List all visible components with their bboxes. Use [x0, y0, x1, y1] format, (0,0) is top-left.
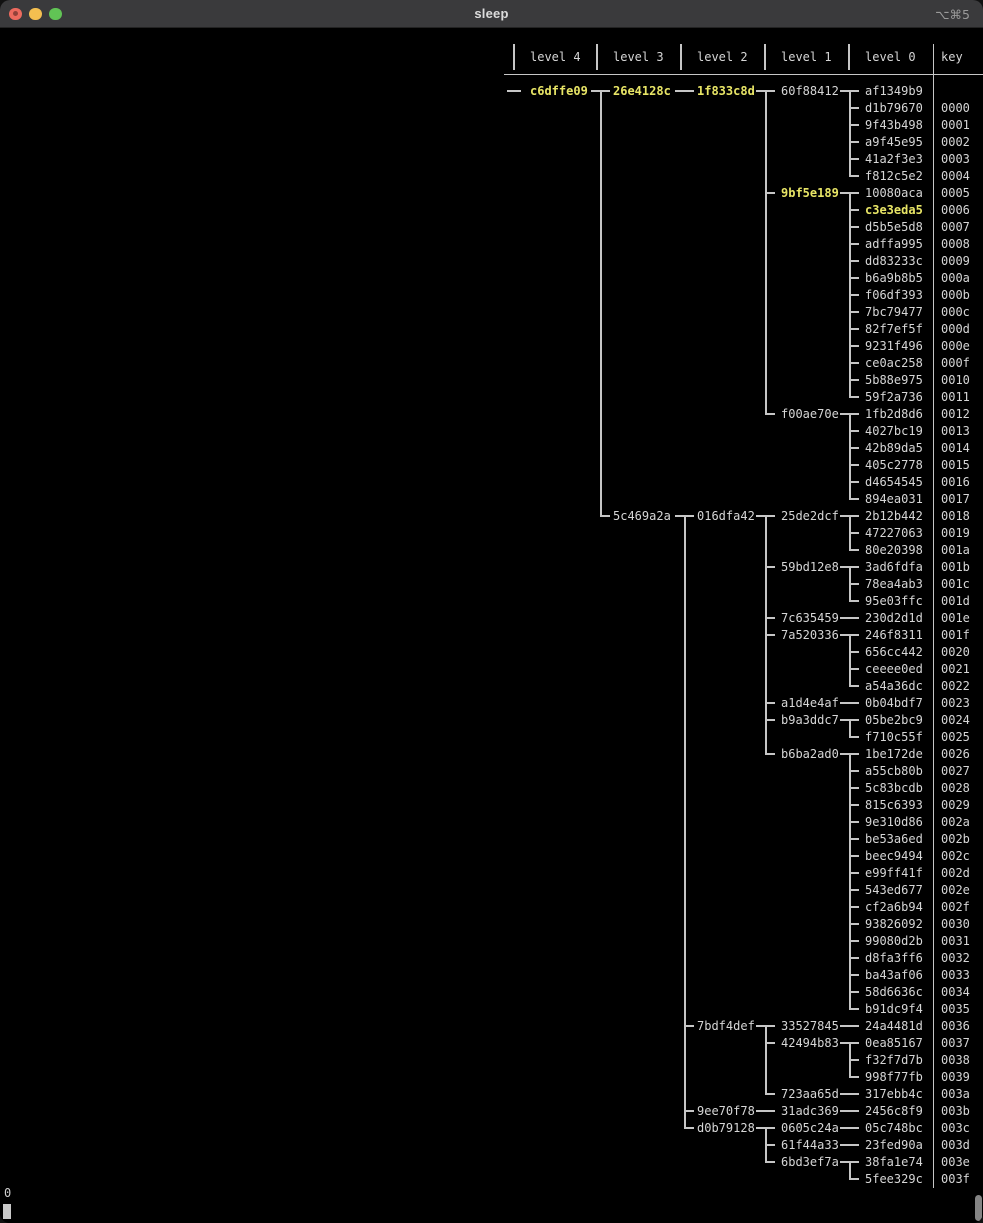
tree-connector [840, 1093, 859, 1095]
tree-node[interactable]: dd83233c [865, 254, 923, 268]
key-cell: 0029 [941, 798, 970, 812]
column-header-key: key [941, 50, 963, 64]
tree-node[interactable]: 41a2f3e3 [865, 152, 923, 166]
titlebar[interactable] [0, 0, 983, 28]
tree-node[interactable]: 230d2d1d [865, 611, 923, 625]
tree-node[interactable]: 38fa1e74 [865, 1155, 923, 1169]
key-cell: 000d [941, 322, 970, 336]
tree-node[interactable]: f06df393 [865, 288, 923, 302]
tree-connector [849, 175, 859, 177]
tree-connector [849, 226, 859, 228]
tree-node[interactable]: ce0ac258 [865, 356, 923, 370]
key-cell: 0037 [941, 1036, 970, 1050]
header-rule [504, 74, 983, 76]
tree-node[interactable]: f812c5e2 [865, 169, 923, 183]
tree-connector [765, 413, 775, 415]
tree-connector [849, 396, 859, 398]
tree-connector [849, 294, 859, 296]
tree-node[interactable]: f710c55f [865, 730, 923, 744]
tree-node[interactable]: 24a4481d [865, 1019, 923, 1033]
key-cell: 0007 [941, 220, 970, 234]
tree-connector [849, 328, 859, 330]
column-header-level2: level 2 [697, 50, 748, 64]
tree-connector [765, 1093, 775, 1095]
tree-node[interactable]: 405c2778 [865, 458, 923, 472]
tree-node[interactable]: af1349b9 [865, 84, 923, 98]
key-cell: 003e [941, 1155, 970, 1169]
tree-node[interactable]: 6bd3ef7a [781, 1155, 839, 1169]
tree-node[interactable]: 9e310d86 [865, 815, 923, 829]
tree-connector [849, 277, 859, 279]
window-shortcut-hint: ⌥⌘5 [935, 7, 970, 22]
key-cell: 0006 [941, 203, 970, 217]
tree-node[interactable]: 05be2bc9 [865, 713, 923, 727]
key-cell: 002e [941, 883, 970, 897]
tree-node[interactable]: b91dc9f4 [865, 1002, 923, 1016]
tree-node[interactable]: 894ea031 [865, 492, 923, 506]
tree-node[interactable]: 9231f496 [865, 339, 923, 353]
key-cell: 000b [941, 288, 970, 302]
tree-node[interactable]: ceeee0ed [865, 662, 923, 676]
tree-connector [849, 124, 859, 126]
tree-node[interactable]: 93826092 [865, 917, 923, 931]
tree-connector [849, 430, 859, 432]
key-cell: 0030 [941, 917, 970, 931]
tree-connector [849, 753, 851, 1010]
tree-connector [849, 600, 859, 602]
tree-node[interactable]: adffa995 [865, 237, 923, 251]
key-cell: 001f [941, 628, 970, 642]
tree-node[interactable]: 246f8311 [865, 628, 923, 642]
tree-connector [849, 906, 859, 908]
tree-connector [849, 379, 859, 381]
terminal-screen[interactable] [0, 28, 983, 1223]
tree-node[interactable]: b6a9b8b5 [865, 271, 923, 285]
tree-connector [765, 702, 775, 704]
tree-connector [849, 362, 859, 364]
tree-node[interactable]: 05c748bc [865, 1121, 923, 1135]
tree-node[interactable]: 42b89da5 [865, 441, 923, 455]
tree-connector [849, 447, 859, 449]
tree-node[interactable]: 61f44a33 [781, 1138, 839, 1152]
tree-connector [849, 685, 859, 687]
tree-node[interactable]: 7a520336 [781, 628, 839, 642]
key-cell: 0014 [941, 441, 970, 455]
tree-node[interactable]: 99080d2b [865, 934, 923, 948]
tree-node[interactable]: 1f833c8d [697, 84, 755, 98]
key-cell: 002f [941, 900, 970, 914]
tree-node[interactable]: 9f43b498 [865, 118, 923, 132]
tree-connector [849, 974, 859, 976]
key-cell: 0022 [941, 679, 970, 693]
tree-node[interactable]: 4027bc19 [865, 424, 923, 438]
tree-connector [849, 872, 859, 874]
tree-connector [849, 1178, 859, 1180]
tree-node[interactable]: 78ea4ab3 [865, 577, 923, 591]
tree-node[interactable]: cf2a6b94 [865, 900, 923, 914]
tree-node[interactable]: b6ba2ad0 [781, 747, 839, 761]
tree-node[interactable]: 016dfa42 [697, 509, 755, 523]
tree-node[interactable]: 9bf5e189 [781, 186, 839, 200]
tree-node[interactable]: 59bd12e8 [781, 560, 839, 574]
key-cell: 0026 [941, 747, 970, 761]
tree-connector [849, 923, 859, 925]
tree-node[interactable]: 23fed90a [865, 1138, 923, 1152]
tree-connector [849, 90, 851, 177]
tree-connector [849, 464, 859, 466]
column-separator [848, 44, 850, 70]
column-header-level0: level 0 [865, 50, 916, 64]
key-cell: 003c [941, 1121, 970, 1135]
tree-connector [840, 1110, 859, 1112]
tree-node[interactable]: 543ed677 [865, 883, 923, 897]
tree-node[interactable]: 82f7ef5f [865, 322, 923, 336]
status-line: 0 [4, 1186, 12, 1200]
tree-connector [684, 1025, 694, 1027]
tree-connector [849, 668, 859, 670]
tree-node[interactable]: 0605c24a [781, 1121, 839, 1135]
key-cell: 0016 [941, 475, 970, 489]
tree-node[interactable]: 7bdf4def [697, 1019, 755, 1033]
tree-connector [507, 90, 521, 92]
tree-connector [849, 107, 859, 109]
tree-node[interactable]: 95e03ffc [865, 594, 923, 608]
key-cell: 0019 [941, 526, 970, 540]
tree-node[interactable]: 5b88e975 [865, 373, 923, 387]
terminal-cursor [3, 1204, 11, 1219]
key-cell: 0010 [941, 373, 970, 387]
column-header-level3: level 3 [613, 50, 664, 64]
tree-connector [849, 345, 859, 347]
key-cell: 0015 [941, 458, 970, 472]
tree-node[interactable]: 3ad6fdfa [865, 560, 923, 574]
tree-connector [849, 260, 859, 262]
tree-connector [765, 1161, 775, 1163]
tree-node[interactable]: f00ae70e [781, 407, 839, 421]
key-cell: 0024 [941, 713, 970, 727]
key-cell: 002a [941, 815, 970, 829]
tree-connector [849, 549, 859, 551]
column-header-level1: level 1 [781, 50, 832, 64]
tree-node[interactable]: a9f45e95 [865, 135, 923, 149]
tree-node[interactable]: 1fb2d8d6 [865, 407, 923, 421]
tree-connector [765, 192, 775, 194]
tree-connector [849, 957, 859, 959]
tree-node[interactable]: 7c635459 [781, 611, 839, 625]
tree-connector [684, 515, 686, 1129]
tree-node[interactable]: 42494b83 [781, 1036, 839, 1050]
key-cell: 0031 [941, 934, 970, 948]
tree-node[interactable]: 31adc369 [781, 1104, 839, 1118]
tree-connector [600, 90, 602, 517]
tree-connector [849, 889, 859, 891]
tree-node[interactable]: 9ee70f78 [697, 1104, 755, 1118]
key-cell: 0004 [941, 169, 970, 183]
column-separator [596, 44, 598, 70]
tree-node[interactable]: 317ebb4c [865, 1087, 923, 1101]
tree-connector [849, 311, 859, 313]
key-cell: 0013 [941, 424, 970, 438]
tree-node[interactable]: 59f2a736 [865, 390, 923, 404]
key-cell: 0011 [941, 390, 970, 404]
tree-node[interactable]: 60f88412 [781, 84, 839, 98]
tree-connector [684, 1110, 694, 1112]
tree-node[interactable]: d8fa3ff6 [865, 951, 923, 965]
tree-connector [849, 821, 859, 823]
key-cell: 002c [941, 849, 970, 863]
key-cell: 003d [941, 1138, 970, 1152]
tree-connector [765, 566, 775, 568]
tree-connector [840, 702, 859, 704]
tree-connector [684, 1127, 694, 1129]
tree-node[interactable]: 815c6393 [865, 798, 923, 812]
tree-connector [849, 1008, 859, 1010]
tree-connector [765, 1025, 767, 1095]
tree-connector [849, 209, 859, 211]
key-cell: 003f [941, 1172, 970, 1186]
tree-connector [849, 651, 859, 653]
tree-connector [765, 719, 775, 721]
tree-connector [849, 736, 859, 738]
tree-connector [849, 634, 851, 687]
tree-node[interactable]: 0ea85167 [865, 1036, 923, 1050]
tree-connector [849, 481, 859, 483]
tree-node[interactable]: f32f7d7b [865, 1053, 923, 1067]
tree-node[interactable]: 998f77fb [865, 1070, 923, 1084]
tree-connector [849, 770, 859, 772]
key-cell: 002b [941, 832, 970, 846]
tree-connector [765, 1144, 775, 1146]
key-cell: 0028 [941, 781, 970, 795]
tree-connector [765, 617, 775, 619]
tree-node[interactable]: c6dffe09 [530, 84, 588, 98]
tree-connector [849, 940, 859, 942]
key-cell: 0000 [941, 101, 970, 115]
tree-connector [765, 90, 767, 415]
tree-node[interactable]: a54a36dc [865, 679, 923, 693]
tree-node[interactable]: 80e20398 [865, 543, 923, 557]
key-cell: 000e [941, 339, 970, 353]
column-separator [513, 44, 515, 70]
tree-connector [840, 1025, 859, 1027]
tree-node[interactable]: 656cc442 [865, 645, 923, 659]
key-cell: 0003 [941, 152, 970, 166]
key-cell: 0001 [941, 118, 970, 132]
tree-connector [849, 787, 859, 789]
key-cell: 001e [941, 611, 970, 625]
tree-connector [840, 617, 859, 619]
tree-node[interactable]: 5c469a2a [613, 509, 671, 523]
tree-node[interactable]: e99ff41f [865, 866, 923, 880]
key-cell: 0008 [941, 237, 970, 251]
tree-node[interactable]: 5c83bcdb [865, 781, 923, 795]
tree-connector [849, 855, 859, 857]
key-cell: 0038 [941, 1053, 970, 1067]
key-cell: 0023 [941, 696, 970, 710]
key-cell: 0018 [941, 509, 970, 523]
tree-node[interactable]: 10080aca [865, 186, 923, 200]
key-column-separator [933, 44, 935, 1188]
key-cell: 000c [941, 305, 970, 319]
tree-node[interactable]: 7bc79477 [865, 305, 923, 319]
tree-node[interactable]: d0b79128 [697, 1121, 755, 1135]
tree-connector [849, 141, 859, 143]
tree-connector [849, 1161, 851, 1180]
key-cell: 001b [941, 560, 970, 574]
key-cell: 003b [941, 1104, 970, 1118]
key-cell: 0033 [941, 968, 970, 982]
key-cell: 0020 [941, 645, 970, 659]
tree-node[interactable]: c3e3eda5 [865, 203, 923, 217]
tree-connector [849, 498, 859, 500]
key-cell: 001a [941, 543, 970, 557]
tree-connector [849, 243, 859, 245]
key-cell: 0009 [941, 254, 970, 268]
key-cell: 0039 [941, 1070, 970, 1084]
tree-node[interactable]: 723aa65d [781, 1087, 839, 1101]
tree-connector [849, 532, 859, 534]
tree-connector [840, 1144, 859, 1146]
tree-node[interactable]: 1be172de [865, 747, 923, 761]
tree-connector [765, 1042, 775, 1044]
tree-node[interactable]: 33527845 [781, 1019, 839, 1033]
tree-connector [849, 158, 859, 160]
tree-connector [849, 1059, 859, 1061]
column-separator [764, 44, 766, 70]
tree-node[interactable]: a1d4e4af [781, 696, 839, 710]
tree-connector [849, 1076, 859, 1078]
tree-node[interactable]: d1b79670 [865, 101, 923, 115]
tree-connector [849, 719, 851, 738]
tree-connector [840, 1127, 859, 1129]
tree-node[interactable]: d4654545 [865, 475, 923, 489]
column-header-level4: level 4 [530, 50, 581, 64]
scrollbar-thumb[interactable] [975, 1195, 982, 1221]
tree-node[interactable]: 25de2dcf [781, 509, 839, 523]
key-cell: 002d [941, 866, 970, 880]
key-cell: 0005 [941, 186, 970, 200]
tree-connector [849, 583, 859, 585]
tree-node[interactable]: 47227063 [865, 526, 923, 540]
tree-connector [765, 634, 775, 636]
tree-connector [765, 753, 775, 755]
key-cell: 000a [941, 271, 970, 285]
tree-node[interactable]: b9a3ddc7 [781, 713, 839, 727]
tree-connector [849, 838, 859, 840]
key-cell: 0017 [941, 492, 970, 506]
key-cell: 001d [941, 594, 970, 608]
tree-node[interactable]: 26e4128c [613, 84, 671, 98]
key-cell: 0027 [941, 764, 970, 778]
tree-connector [675, 90, 694, 92]
tree-node[interactable]: 5fee329c [865, 1172, 923, 1186]
tree-connector [849, 991, 859, 993]
key-cell: 0035 [941, 1002, 970, 1016]
tree-node[interactable]: ba43af06 [865, 968, 923, 982]
tree-node[interactable]: beec9494 [865, 849, 923, 863]
column-separator [680, 44, 682, 70]
key-cell: 0012 [941, 407, 970, 421]
tree-node[interactable]: 2b12b442 [865, 509, 923, 523]
tree-connector [849, 804, 859, 806]
key-cell: 0025 [941, 730, 970, 744]
tree-node[interactable]: a55cb80b [865, 764, 923, 778]
key-cell: 0032 [941, 951, 970, 965]
tree-node[interactable]: 58d6636c [865, 985, 923, 999]
key-cell: 000f [941, 356, 970, 370]
key-cell: 003a [941, 1087, 970, 1101]
key-cell: 001c [941, 577, 970, 591]
key-cell: 0036 [941, 1019, 970, 1033]
tree-connector [756, 1110, 775, 1112]
key-cell: 0021 [941, 662, 970, 676]
tree-connector [600, 515, 610, 517]
tree-node[interactable]: 2456c8f9 [865, 1104, 923, 1118]
window-title: sleep [474, 6, 509, 21]
tree-node[interactable]: be53a6ed [865, 832, 923, 846]
key-cell: 0002 [941, 135, 970, 149]
tree-node[interactable]: d5b5e5d8 [865, 220, 923, 234]
tree-node[interactable]: 0b04bdf7 [865, 696, 923, 710]
key-cell: 0034 [941, 985, 970, 999]
tree-connector [849, 413, 851, 500]
